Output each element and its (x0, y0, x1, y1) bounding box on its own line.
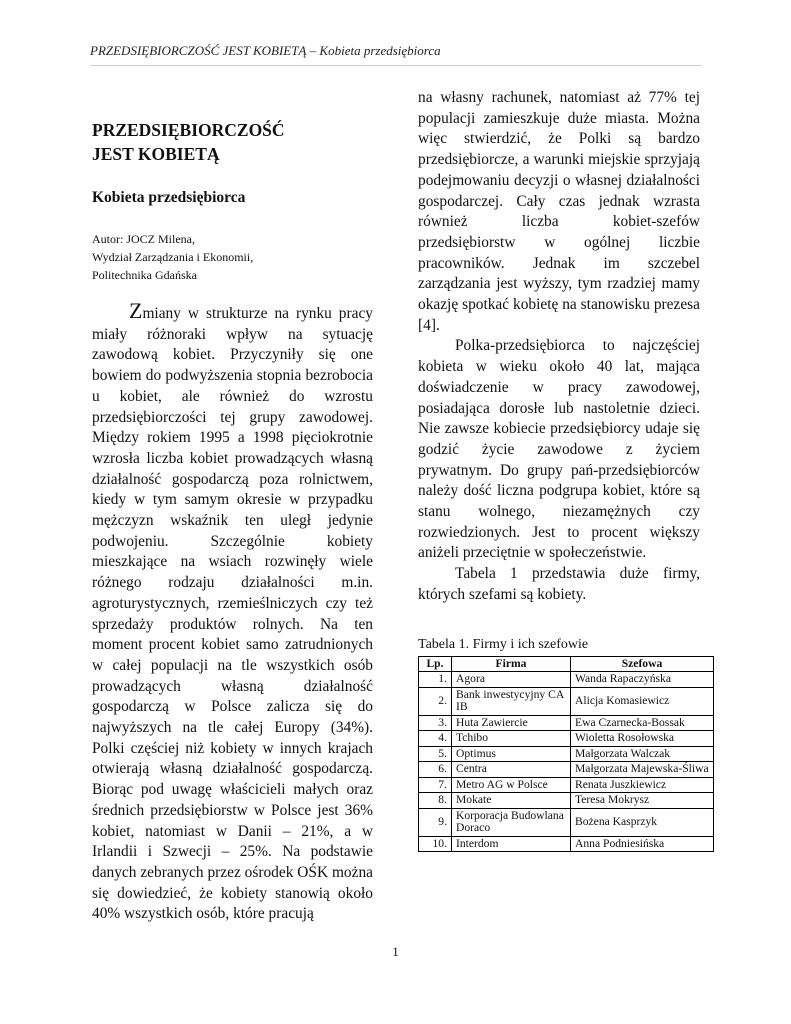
company-name: Korporacja Budowlana Doraco (452, 808, 571, 836)
title-line-1: PRZEDSIĘBIORCZOŚĆ (92, 120, 285, 140)
ceo-name: Wanda Rapaczyńska (571, 672, 714, 688)
ceo-name: Wioletta Rosołowska (571, 731, 714, 747)
author-university: Politechnika Gdańska (92, 268, 197, 282)
table-row (419, 777, 714, 793)
paragraph-1-text: miany w strukturze na rynku pracy miały różnoraki wpływ na sytuację zawodową kobiet. Przyczyniły się one bowiem do podwyższenia stopnia bezrobocia u kobiet, ale również do wzrostu przedsiębiorczości tej grupy zawodowej. Między rokiem 1995 a 1998 pięciokrotnie wzrosła liczba kobiet prowadzących własną działalność gospodarczą poza rolnictwem, kiedy w tym samym okresie w przypadku mężczyzn wskaźnik ten uległ jedynie podwojeniu. Szczególnie kobiety mieszkające na wsiach rozwinęły wiele różnego rodzaju działalności m.in. agroturystycznych, rzemieślniczych czy też sprzedaży produktów rolnych. Na ten moment procent kobiet samo zatrudnionych w całej populacji na tle wszystkich osób prowadzących własną działalność gospodarczą w Polsce zalicza się do najwyższych na tle całej Europy (34%). Polki częściej niż kobiety w innych krajach otwierają własną działalność gospodarczą. Biorąc pod uwagę właścicieli małych oraz średnich przedsiębiorstw w Polsce jest 36% kobiet, natomiast w Danii – 21%, a w Irlandii i Szwecji – 25%. Na podstawie danych zebranych przez ośrodek OŚK można się dowiedzieć, że kobiety stanowią około 40% wszystkich osób, które pracują (92, 305, 373, 923)
company-name: Metro AG w Polsce (452, 777, 571, 793)
company-name: Agora (452, 672, 571, 688)
paragraph-2: Polka-przedsiębiorca to najczęściej kobieta w wieku około 40 lat, mająca doświadczenie w pracy zawodowej, posiadająca dorosłe lub nastoletnie dzieci. Nie zawsze kobiecie przedsiębiorcy udaje się godzić życie zawodowe z życiem prywatnym. Do grupy pań-przedsiębiorców należy dość liczna podgrupa kobiet, które są stanu wolnego, niezamężnych czy rozwiedzionych. Jest to procent większy aniżeli przeciętnie w społeczeństwie. (418, 337, 700, 562)
page-number: 1 (392, 944, 399, 959)
running-head: PRZEDSIĘBIORCZOŚĆ JEST KOBIETĄ – Kobieta przedsiębiorca (90, 43, 441, 58)
row-number: 5. (419, 746, 452, 762)
ceo-name: Anna Podniesińska (571, 836, 714, 852)
company-name: Interdom (452, 836, 571, 852)
drop-cap: Z (129, 298, 143, 323)
header-rule (90, 65, 702, 66)
author-name: Autor: JOCZ Milena, (92, 232, 195, 246)
company-name: Huta Zawiercie (452, 715, 571, 731)
ceo-name: Teresa Mokrysz (571, 793, 714, 809)
table-row (419, 715, 714, 731)
company-name: Optimus (452, 746, 571, 762)
row-number: 6. (419, 762, 452, 778)
company-name: Mokate (452, 793, 571, 809)
header-lp: Lp. (419, 656, 452, 672)
table-row (419, 793, 714, 809)
row-number: 10. (419, 836, 452, 852)
company-name: Centra (452, 762, 571, 778)
company-name: Tchibo (452, 731, 571, 747)
ceo-name: Małgorzata Majewska-Śliwa (571, 762, 714, 778)
header-firma: Firma (452, 656, 571, 672)
ceo-name: Renata Juszkiewicz (571, 777, 714, 793)
ceo-name: Bożena Kasprzyk (571, 808, 714, 836)
row-number: 9. (419, 808, 452, 836)
author-faculty: Wydział Zarządzania i Ekonomii, (92, 250, 254, 264)
paragraph-3: Tabela 1 przedstawia duże firmy, których szefami są kobiety. (418, 565, 700, 603)
table-row (419, 836, 714, 852)
row-number: 7. (419, 777, 452, 793)
ceo-name: Alicja Komasiewicz (571, 687, 714, 715)
left-column (92, 118, 373, 925)
author-block (92, 230, 373, 284)
companies-table (418, 656, 714, 853)
table-row (419, 687, 714, 715)
row-number: 3. (419, 715, 452, 731)
table-row (419, 808, 714, 836)
table-row (419, 746, 714, 762)
table-header-row (419, 656, 714, 672)
table-row (419, 762, 714, 778)
table-caption: Tabela 1. Firmy i ich szefowie (418, 636, 589, 652)
right-column (418, 88, 709, 852)
table-row (419, 672, 714, 688)
company-name: Bank inwestycyjny CA IB (452, 687, 571, 715)
table-row (419, 731, 714, 747)
header-szefowa: Szefowa (571, 656, 714, 672)
article-subtitle: Kobieta przedsiębiorca (92, 189, 246, 206)
ceo-name: Małgorzata Walczak (571, 746, 714, 762)
row-number: 1. (419, 672, 452, 688)
title-line-2: JEST KOBIETĄ (92, 144, 220, 164)
ceo-name: Ewa Czarnecka-Bossak (571, 715, 714, 731)
paragraph-1-continued: na własny rachunek, natomiast aż 77% tej populacji zamieszkuje duże miasta. Można więc stwierdzić, że Polki są bardzo przedsiębiorcze, a warunki miejskie sprzyjają podejmowaniu decyzji o własnej działalności gospodarczej. Cały czas jednak wzrasta również liczba kobiet-szefów przedsiębiorstw w ogólnej liczbie pracowników. Jednak im szczebel zarządzania jest wyższy, tym rzadziej mamy okazję spotkać kobietę na stanowisku prezesa [4]. (418, 89, 700, 334)
row-number: 2. (419, 687, 452, 715)
paragraph-1 (92, 298, 373, 925)
row-number: 4. (419, 731, 452, 747)
article-title (92, 118, 373, 166)
row-number: 8. (419, 793, 452, 809)
